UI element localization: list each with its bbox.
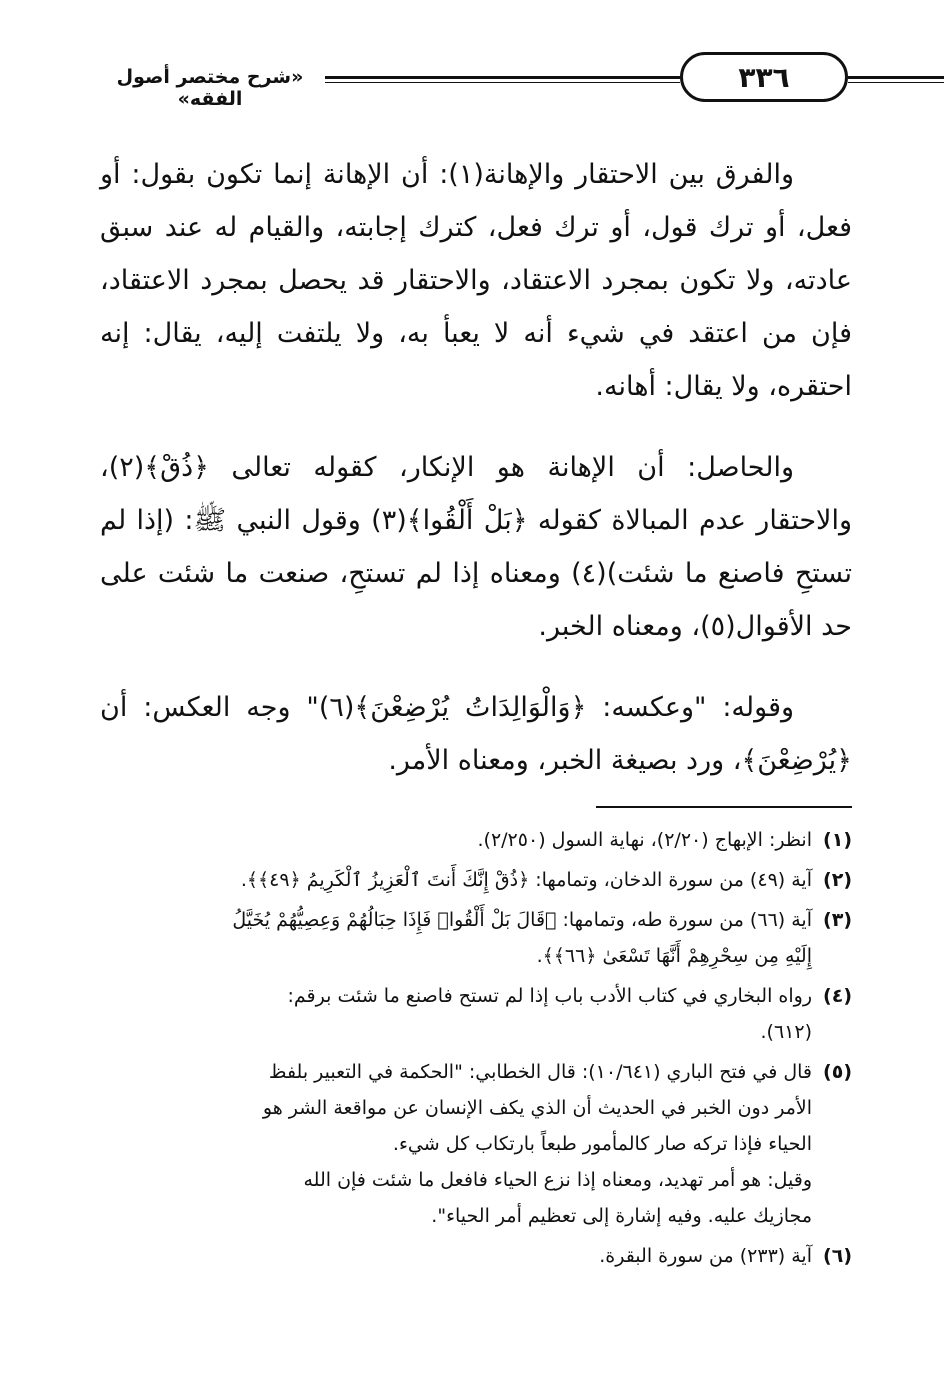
footnote-3 bbox=[100, 902, 852, 974]
footnote-text bbox=[100, 1054, 812, 1234]
footnote-2 bbox=[100, 862, 852, 898]
footnote-text bbox=[100, 862, 812, 898]
header-rule-right bbox=[848, 76, 944, 83]
footnote-line: آية (٦٦) من سورة طه، وتمامها: ﴿قَالَ بَلْ أَلْقُوا۟ فَإِذَا حِبَالُهُمْ وَعِصِيُّهُمْ يُخَيَّلُ bbox=[232, 909, 812, 931]
main-text bbox=[100, 148, 852, 787]
page-header bbox=[90, 52, 860, 108]
paragraph-2: والحاصل: أن الإهانة هو الإنكار، كقوله تعالى ﴿ذُقْ﴾(٢)، والاحتقار عدم المبالاة كقوله ﴿بَلْ أَلْقُوا﴾(٣) وقول النبي ﷺ: (إذا لم تستحِ فاصنع ما شئت)(٤) ومعناه إذا لم تستحِ، صنعت ما شئت على حد الأقوال(٥)، ومعناه الخبر. bbox=[100, 452, 852, 642]
footnotes bbox=[100, 822, 852, 1278]
header-rule-left bbox=[325, 76, 680, 83]
page-number: ٣٣٦ bbox=[680, 52, 848, 102]
footnote-line: قال في فتح الباري (١٠/٦٤١): قال الخطابي: "الحكمة في التعبير بلفظ bbox=[268, 1061, 812, 1083]
footnote-number: (٤) bbox=[823, 985, 852, 1007]
footnote-line: الحياء فإذا تركه صار كالمأمور طبعاً بارتكاب كل شيء. bbox=[392, 1133, 812, 1155]
footnote-line: الأمر دون الخبر في الحديث أن الذي يكف الإنسان عن مواقعة الشر هو bbox=[262, 1097, 812, 1119]
footnote-line: (٦١٢). bbox=[760, 1021, 812, 1043]
footnote-text bbox=[100, 1238, 812, 1274]
footnote-text bbox=[100, 978, 812, 1050]
footnote-line: مجازيك عليه. وفيه إشارة إلى تعظيم أمر الحياء". bbox=[431, 1205, 812, 1227]
footnote-line: رواه البخاري في كتاب الأدب باب إذا لم تستح فاصنع ما شئت برقم: bbox=[287, 985, 812, 1007]
footnote-number: (٦) bbox=[823, 1245, 852, 1267]
footnote-number: (٢) bbox=[823, 869, 852, 891]
footnote-line: آية (٢٣٣) من سورة البقرة. bbox=[599, 1245, 812, 1267]
footnote-line: وقيل: هو أمر تهديد، ومعناه إذا نزع الحياء فافعل ما شئت فإن الله bbox=[303, 1169, 812, 1191]
footnote-line: انظر: الإبهاج (٢/٢٠)، نهاية السول (٢/٢٥٠). bbox=[477, 829, 812, 851]
footnote-5 bbox=[100, 1054, 852, 1234]
footnote-1 bbox=[100, 822, 852, 858]
footnote-number: (٣) bbox=[823, 909, 852, 931]
footnote-text bbox=[100, 822, 812, 858]
footnote-text bbox=[100, 902, 812, 974]
footnote-separator bbox=[596, 806, 852, 808]
footnote-number: (٥) bbox=[823, 1061, 852, 1083]
footnote-6 bbox=[100, 1238, 852, 1274]
footnote-line: إِلَيْهِ مِن سِحْرِهِمْ أَنَّهَا تَسْعَىٰ ﴿٦٦﴾﴾. bbox=[536, 945, 812, 967]
footnote-number: (١) bbox=[823, 829, 852, 851]
running-title: «شرح مختصر أصول الفقه» bbox=[116, 66, 304, 110]
paragraph-3: وقوله: "وعكسه: ﴿وَالْوَالِدَاتُ يُرْضِعْنَ﴾(٦)" وجه العكس: أن ﴿يُرْضِعْنَ﴾، ورد بصيغة الخبر، ومعناه الأمر. bbox=[100, 692, 852, 776]
paragraph-1: والفرق بين الاحتقار والإهانة(١): أن الإهانة إنما تكون بقول: أو فعل، أو ترك قول، أو ترك فعل، كترك إجابته، والقيام له عند سبق عادته، ولا تكون بمجرد الاعتقاد، والاحتقار قد يحصل بمجرد الاعتقاد، فإن من اعتقد في شيء أنه لا يعبأ به، ولا يلتفت إليه، يقال: إنه احتقره، ولا يقال: أهانه. bbox=[100, 159, 852, 402]
footnote-line: آية (٤٩) من سورة الدخان، وتمامها: ﴿ذُقْ إِنَّكَ أَنتَ ٱلْعَزِيزُ ٱلْكَرِيمُ ﴿٤٩﴾﴾. bbox=[240, 869, 812, 891]
footnote-4 bbox=[100, 978, 852, 1050]
